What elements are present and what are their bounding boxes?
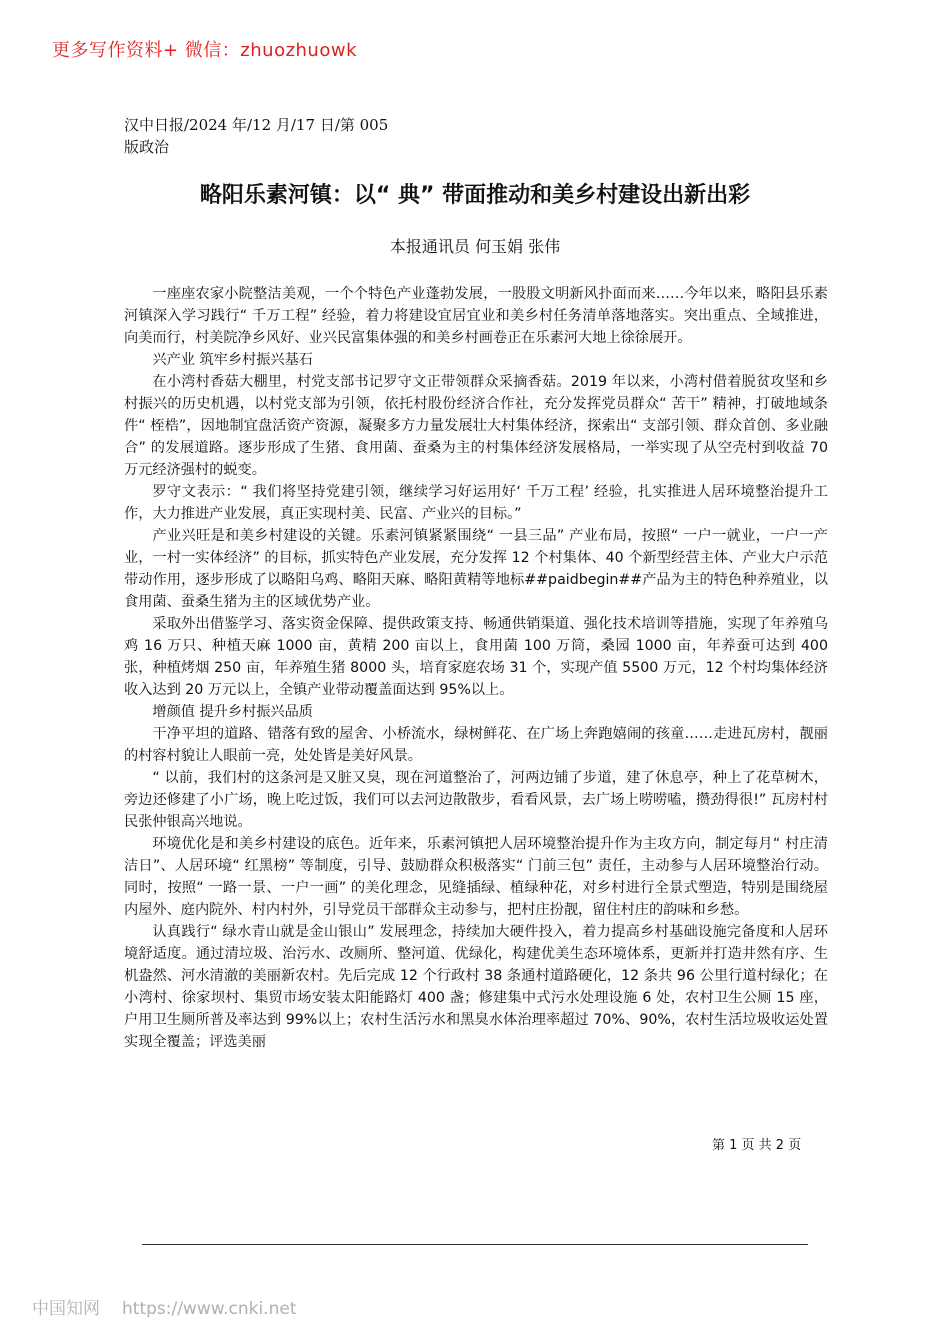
section-heading: 兴产业 筑牢乡村振兴基石 (152, 352, 313, 368)
section-heading: 增颜值 提升乡村振兴品质 (152, 704, 313, 720)
publication-source (124, 114, 388, 158)
paragraph: 罗守文表示：“ 我们将坚持党建引领，继续学习好运用好‘ 千万工程’ 经验，扎实推进人居环境整治提升工作，大力推进产业发展，真正实现村美、民富、产业兴的目标。” (124, 484, 828, 522)
paragraph: 采取外出借鉴学习、落实资金保障、提供政策支持、畅通供销渠道、强化技术培训等措施，实现了年养殖乌鸡 16 万只、种植天麻 1000 亩，黄精 200 亩以上，食用菌 100 万筒，桑园 1000 亩，年养蚕可达到 400 张，种植烤烟 250 亩，年养殖生猪 8000 头，培育家庭农场 31 个，实现产值 5500 万元，12 个村均集体经济收入达到 20 万元以上，全镇产业带动覆盖面达到 95%以上。 (124, 616, 828, 698)
paragraph: 认真践行“ 绿水青山就是金山银山” 发展理念，持续加大硬件投入，着力提高乡村基础设施完备度和人居环境舒适度。通过清垃圾、治污水、改厕所、整河道、优绿化，构建优美生态环境体系，更新并打造井然有序、生机盎然、河水清澈的美丽新农村。先后完成 12 个行政村 38 条通村道路硬化，12 条共 96 公里行道村绿化；在小湾村、徐家坝村、集贸市场安装太阳能路灯 400 盏；修建集中式污水处理设施 6 处，农村卫生公厕 15 座，户用卫生厕所普及率达到 99%以上；农村生活污水和黑臭水体治理率超过 70%、90%，农村生活垃圾收运处置实现全覆盖；评选美丽 (124, 924, 828, 1050)
article-body (124, 283, 828, 1053)
paragraph: 在小湾村香菇大棚里，村党支部书记罗守文正带领群众采摘香菇。2019 年以来，小湾村借着脱贫攻坚和乡村振兴的历史机遇，以村党支部为引领，依托村股份经济合作社，充分发挥党员群众“ 苦干” 精神，打破地域条件“ 桎梏”，因地制宜盘活资产资源，凝聚多方力量发展壮大村集体经济，探索出“ 支部引领、群众首创、多业融合” 的发展道路。逐步形成了生猪、食用菌、蚕桑为主的村集体经济发展格局，一举实现了从空壳村到收益 70 万元经济强村的蜕变。 (124, 374, 828, 478)
paragraph: “ 以前，我们村的这条河是又脏又臭，现在河道整治了，河两边铺了步道，建了休息亭，种上了花草树木，旁边还修建了小广场，晚上吃过饭，我们可以去河边散散步，看看风景，去广场上唠唠嗑，攒劲得很!” 瓦房村村民张仲银高兴地说。 (124, 770, 828, 830)
paragraph: 一座座农家小院整洁美观，一个个特色产业蓬勃发展，一股股文明新风扑面而来……今年以来，略阳县乐素河镇深入学习践行“ 千万工程” 经验，着力将建设宜居宜业和美乡村任务清单落地落实。突出重点、全域推进，向美而行，村美院净乡风好、业兴民富集体强的和美乡村画卷正在乐素河大地上徐徐展开。 (124, 286, 828, 346)
watermark-brand: 中国知网 (32, 1299, 100, 1319)
promo-banner[interactable]: 更多写作资料+ 微信：zhuozhuowk (52, 40, 358, 61)
paragraph: 干净平坦的道路、错落有致的屋舍、小桥流水，绿树鲜花、在广场上奔跑嬉闹的孩童……走进瓦房村，靓丽的村容村貌让人眼前一亮，处处皆是美好风景。 (124, 726, 828, 764)
paragraph: 产业兴旺是和美乡村建设的关键。乐素河镇紧紧围绕“ 一县三品” 产业布局，按照“ 一户一就业，一户一产业，一村一实体经济” 的目标，抓实特色产业发展，充分发挥 12 个村集体、40 个新型经营主体、产业大户示范带动作用，逐步形成了以略阳乌鸡、略阳天麻、略阳黄精等地标##paidbegin##产品为主的特色种养殖业，以食用菌、蚕桑生猪为主的区域优势产业。 (124, 528, 828, 610)
page-indicator: 第 1 页 共 2 页 (712, 1138, 802, 1153)
article-byline: 本报通讯员 何玉娟 张伟 (389, 237, 561, 256)
paragraph: 环境优化是和美乡村建设的底色。近年来，乐素河镇把人居环境整治提升作为主攻方向，制定每月“ 村庄清洁日”、人居环境“ 红黑榜” 等制度，引导、鼓励群众积极落实“ 门前三包” 责任，主动参与人居环境整治行动。同时，按照“ 一路一景、一户一画” 的美化理念，见缝插绿、植绿种花，对乡村进行全景式塑造，特别是围绕屋内屋外、庭内院外、村内村外，引导党员干部群众主动参与，把村庄扮靓，留住村庄的韵味和乡愁。 (124, 836, 828, 918)
source-line-2: 版政治 (124, 138, 170, 156)
article-title: 略阳乐素河镇：以“ 典” 带面推动和美乡村建设出新出彩 (199, 183, 751, 208)
footer-divider (142, 1244, 808, 1245)
watermark-url: https://www.cnki.net (122, 1299, 297, 1319)
cnki-watermark (32, 1294, 296, 1319)
source-line-1: 汉中日报/2024 年/12 月/17 日/第 005 (124, 116, 389, 134)
